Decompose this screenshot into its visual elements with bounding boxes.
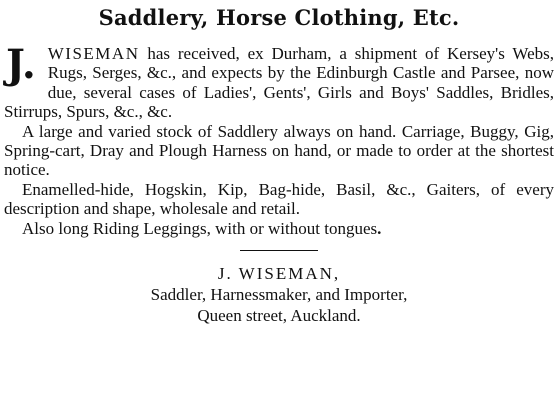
signature-address: Queen street, Auckland. bbox=[197, 306, 361, 326]
signature-title: Saddler, Harnessmaker, and Importer, bbox=[150, 285, 408, 305]
merchant-name-inline: WISEMAN bbox=[47, 44, 140, 63]
paragraph-leggings-end: . bbox=[377, 218, 382, 238]
ad-body bbox=[4, 41, 555, 238]
paragraph-stock: A large and varied stock of Saddlery always on hand. Carriage, Buggy, Gig, Spring-cart, Dray and Plough Harness on hand, or made to order at the shortest notice. bbox=[4, 121, 554, 180]
paragraph-shipment bbox=[4, 41, 555, 122]
paragraph-leggings-text: Also long Riding Leggings, with or without tongues bbox=[22, 218, 378, 238]
ad-headline: Saddlery, Horse Clothing, Etc. bbox=[98, 5, 460, 30]
divider-rule bbox=[240, 250, 318, 251]
paragraph-hides: Enamelled-hide, Hogskin, Kip, Bag-hide, Basil, &c., Gaiters, of every description and shape, wholesale and retail. bbox=[4, 179, 554, 219]
paragraph-shipment-text: has received, ex Durham, a shipment of Kersey's Webs, Rugs, Serges, &c., and expects by the Edinburgh Castle and Parsee, now due, several cases of Ladies', Gents', Girls and Boys' Saddles, Bridles, Stirrups, Spurs, &c., &c. bbox=[4, 44, 555, 122]
signature-block bbox=[4, 263, 554, 326]
signature-name: J. WISEMAN, bbox=[217, 264, 341, 284]
paragraph-leggings bbox=[4, 219, 554, 238]
drop-cap: J. bbox=[6, 41, 36, 88]
